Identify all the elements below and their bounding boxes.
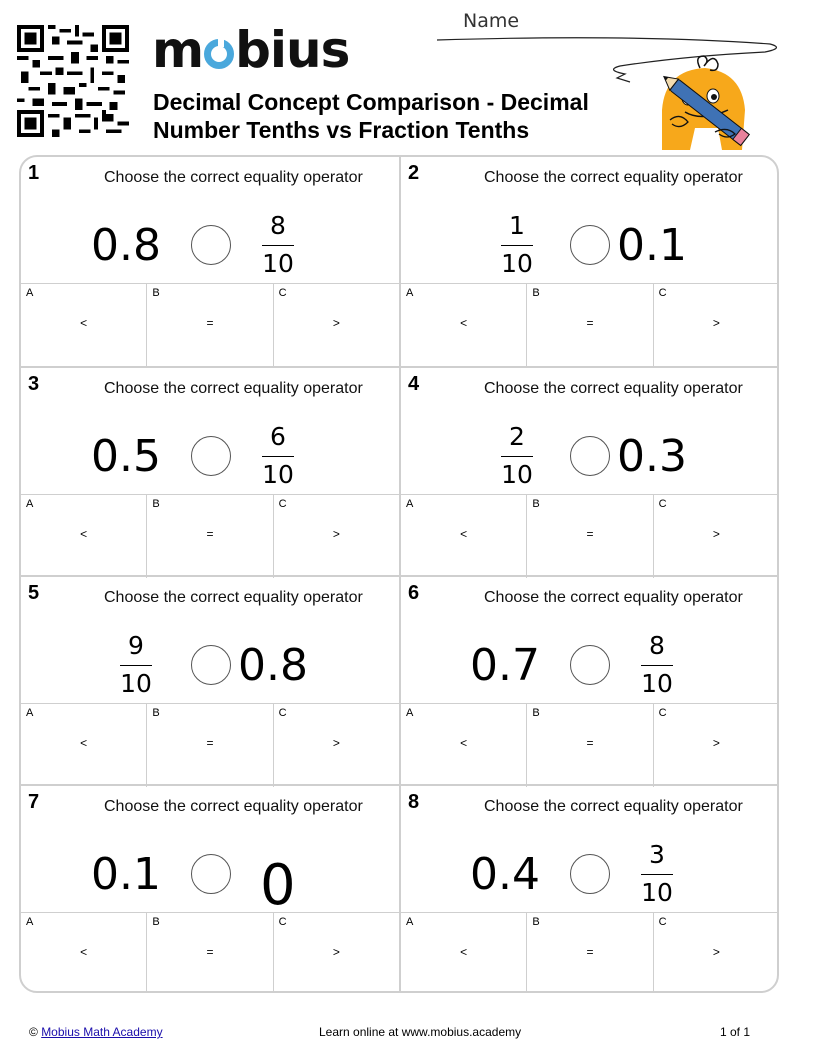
- mobius-academy-link[interactable]: Mobius Math Academy: [41, 1025, 163, 1039]
- answer-options: [21, 494, 399, 578]
- option-symbol: <: [460, 945, 468, 959]
- question-3: [21, 366, 401, 575]
- question-number: 4: [408, 373, 420, 395]
- option-c[interactable]: [654, 704, 779, 787]
- option-symbol: =: [586, 316, 594, 330]
- question-number: 1: [28, 162, 40, 184]
- answer-circle[interactable]: [191, 854, 231, 894]
- numerator: 8: [270, 211, 286, 240]
- comparison-expression: [21, 418, 399, 494]
- answer-options: [401, 494, 779, 578]
- option-letter: A: [26, 916, 34, 928]
- question-8: [401, 784, 779, 993]
- comparison-expression: [21, 627, 399, 703]
- name-label: Name: [463, 10, 520, 32]
- option-b[interactable]: [147, 913, 273, 993]
- fraction: [262, 211, 294, 279]
- option-a[interactable]: [21, 284, 147, 367]
- option-symbol: >: [712, 736, 720, 750]
- numerator: 8: [649, 631, 665, 660]
- option-symbol: =: [586, 945, 594, 959]
- logo-o-icon: [204, 39, 234, 69]
- option-letter: C: [278, 287, 287, 299]
- answer-circle[interactable]: [570, 645, 610, 685]
- option-b[interactable]: [527, 284, 653, 367]
- option-letter: B: [152, 707, 160, 719]
- question-number: 3: [28, 373, 40, 395]
- option-c[interactable]: [274, 284, 399, 367]
- option-letter: B: [152, 287, 160, 299]
- option-a[interactable]: [401, 704, 527, 787]
- option-c[interactable]: [274, 704, 399, 787]
- option-symbol: >: [332, 316, 340, 330]
- option-symbol: =: [206, 736, 214, 750]
- numerator: 9: [128, 631, 144, 660]
- decimal-value: 0.4: [470, 849, 540, 900]
- question-prompt: Choose the correct equality operator: [484, 798, 743, 815]
- option-symbol: =: [586, 527, 594, 541]
- copyright-symbol: ©: [29, 1025, 38, 1039]
- option-b[interactable]: [147, 284, 273, 367]
- comparison-expression: [401, 418, 779, 494]
- question-number: 7: [28, 791, 40, 813]
- comparison-expression: [401, 627, 779, 703]
- question-prompt: Choose the correct equality operator: [484, 380, 743, 397]
- numerator: 1: [509, 211, 525, 240]
- option-b[interactable]: [527, 913, 653, 993]
- answer-options: [21, 912, 399, 993]
- option-letter: B: [152, 498, 160, 510]
- answer-options: [401, 703, 779, 787]
- decimal-value: 0.5: [91, 431, 161, 482]
- option-symbol: <: [460, 316, 468, 330]
- question-prompt: Choose the correct equality operator: [484, 169, 743, 186]
- option-letter: C: [658, 287, 667, 299]
- option-a[interactable]: [21, 495, 147, 578]
- option-letter: A: [26, 498, 34, 510]
- footer-center-text: Learn online at www.mobius.academy: [319, 1025, 522, 1039]
- answer-options: [401, 912, 779, 993]
- option-letter: A: [406, 707, 414, 719]
- option-letter: B: [152, 916, 160, 928]
- option-symbol: <: [80, 736, 88, 750]
- option-letter: C: [278, 707, 287, 719]
- question-1: [21, 157, 401, 366]
- fraction: [641, 631, 673, 699]
- denominator: 10: [262, 249, 294, 278]
- pencil-mascot-icon: [610, 50, 760, 160]
- denominator: 10: [501, 460, 533, 489]
- fraction: [262, 422, 294, 490]
- option-symbol: >: [712, 316, 720, 330]
- answer-circle[interactable]: [570, 225, 610, 265]
- answer-options: [401, 283, 779, 367]
- question-number: 6: [408, 582, 420, 604]
- numerator: 6: [270, 422, 286, 451]
- option-letter: B: [532, 707, 540, 719]
- option-c[interactable]: [654, 495, 779, 578]
- option-symbol: =: [586, 736, 594, 750]
- option-symbol: >: [332, 945, 340, 959]
- option-letter: C: [658, 498, 667, 510]
- numerator: 3: [649, 840, 665, 869]
- option-symbol: <: [460, 527, 468, 541]
- mobius-logo: m bius: [152, 21, 350, 79]
- option-letter: A: [406, 287, 414, 299]
- option-c[interactable]: [274, 913, 399, 993]
- option-a[interactable]: [401, 284, 527, 367]
- decimal-value: 0.8: [238, 640, 308, 691]
- decimal-value: 0.3: [617, 431, 687, 482]
- question-prompt: Choose the correct equality operator: [104, 589, 363, 606]
- comparison-expression: [21, 836, 399, 918]
- option-a[interactable]: [401, 495, 527, 578]
- option-b[interactable]: [527, 704, 653, 787]
- answer-circle[interactable]: [570, 854, 610, 894]
- option-letter: B: [532, 287, 540, 299]
- question-number: 2: [408, 162, 420, 184]
- answer-options: [21, 283, 399, 367]
- fraction: [120, 631, 152, 699]
- option-letter: B: [532, 916, 540, 928]
- option-c[interactable]: [654, 284, 779, 367]
- option-symbol: =: [206, 945, 214, 959]
- option-letter: C: [278, 498, 287, 510]
- answer-circle[interactable]: [191, 225, 231, 265]
- decimal-value: 0.8: [91, 220, 161, 271]
- option-symbol: <: [460, 736, 468, 750]
- fraction: [501, 211, 533, 279]
- option-letter: A: [26, 287, 34, 299]
- option-b[interactable]: [147, 704, 273, 787]
- option-a[interactable]: [21, 913, 147, 993]
- denominator: 10: [641, 878, 673, 907]
- comparison-expression: [401, 207, 779, 283]
- question-6: [401, 575, 779, 784]
- option-symbol: <: [80, 945, 88, 959]
- footer-copyright: [29, 1025, 163, 1039]
- denominator: 10: [120, 669, 152, 698]
- comparison-expression: [401, 836, 779, 912]
- question-prompt: Choose the correct equality operator: [104, 169, 363, 186]
- option-letter: A: [406, 916, 414, 928]
- numerator: 2: [509, 422, 525, 451]
- option-letter: C: [658, 707, 667, 719]
- option-b[interactable]: [527, 495, 653, 578]
- option-c[interactable]: [274, 495, 399, 578]
- question-number: 8: [408, 791, 420, 813]
- option-a[interactable]: [21, 704, 147, 787]
- answer-circle[interactable]: [191, 645, 231, 685]
- questions-grid: [19, 155, 779, 993]
- option-a[interactable]: [401, 913, 527, 993]
- option-c[interactable]: [654, 913, 779, 993]
- denominator: 10: [641, 669, 673, 698]
- page-number: 1 of 1: [720, 1025, 751, 1039]
- question-7: [21, 784, 401, 993]
- comparison-expression: [21, 207, 399, 283]
- decimal-value: 0.1: [91, 849, 161, 900]
- question-prompt: Choose the correct equality operator: [484, 589, 743, 606]
- answer-circle[interactable]: [570, 436, 610, 476]
- answer-circle[interactable]: [191, 436, 231, 476]
- denominator: 10: [501, 249, 533, 278]
- answer-options: [21, 703, 399, 787]
- option-symbol: >: [332, 527, 340, 541]
- whole-number-value: 0: [260, 853, 296, 918]
- question-number: 5: [28, 582, 40, 604]
- decimal-value: 0.1: [617, 220, 687, 271]
- question-5: [21, 575, 401, 784]
- question-2: [401, 157, 779, 366]
- option-symbol: >: [712, 527, 720, 541]
- option-letter: B: [532, 498, 540, 510]
- qr-code-icon: [17, 25, 129, 137]
- page-title: Decimal Concept Comparison - Decimal Number Tenths vs Fraction Tenths: [153, 89, 589, 143]
- option-symbol: <: [80, 527, 88, 541]
- option-symbol: =: [206, 527, 214, 541]
- denominator: 10: [262, 460, 294, 489]
- fraction: [501, 422, 533, 490]
- option-b[interactable]: [147, 495, 273, 578]
- option-letter: A: [26, 707, 34, 719]
- option-symbol: >: [332, 736, 340, 750]
- option-symbol: <: [80, 316, 88, 330]
- option-letter: A: [406, 498, 414, 510]
- option-symbol: >: [712, 945, 720, 959]
- decimal-value: 0.7: [470, 640, 540, 691]
- option-letter: C: [658, 916, 667, 928]
- option-symbol: =: [206, 316, 214, 330]
- question-prompt: Choose the correct equality operator: [104, 380, 363, 397]
- fraction: [641, 840, 673, 908]
- option-letter: C: [278, 916, 287, 928]
- question-prompt: Choose the correct equality operator: [104, 798, 363, 815]
- question-4: [401, 366, 779, 575]
